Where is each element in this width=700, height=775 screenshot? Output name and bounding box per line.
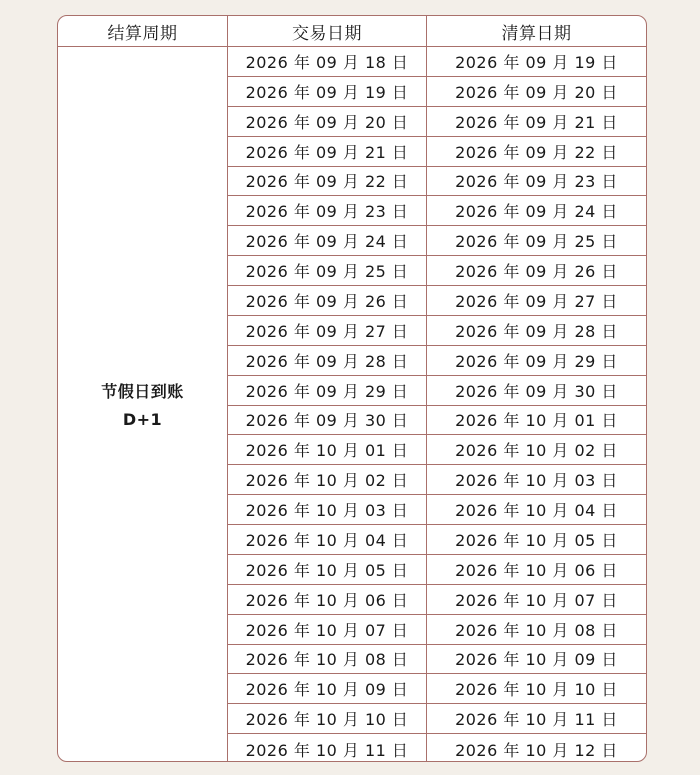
header-settlement-cycle: 结算周期 xyxy=(58,16,228,47)
clear-date-cell: 2026 年 09 月 26 日 xyxy=(427,256,646,286)
clear-date-cell: 2026 年 09 月 25 日 xyxy=(427,226,646,256)
clear-date-cell: 2026 年 09 月 19 日 xyxy=(427,47,646,77)
clear-date-cell: 2026 年 10 月 04 日 xyxy=(427,495,646,525)
clear-date-cell: 2026 年 09 月 21 日 xyxy=(427,107,646,137)
trade-date-cell: 2026 年 09 月 27 日 xyxy=(228,316,427,346)
clear-date-cell: 2026 年 10 月 05 日 xyxy=(427,525,646,555)
clear-date-cell: 2026 年 09 月 22 日 xyxy=(427,137,646,167)
settlement-cycle-cell xyxy=(58,47,228,762)
trade-date-cell: 2026 年 10 月 10 日 xyxy=(228,704,427,734)
settlement-label: 节假日到账 xyxy=(101,381,184,401)
trade-date-cell: 2026 年 09 月 24 日 xyxy=(228,226,427,256)
trade-date-cell: 2026 年 09 月 23 日 xyxy=(228,196,427,226)
trade-date-cell: 2026 年 10 月 07 日 xyxy=(228,615,427,645)
clear-date-cell: 2026 年 09 月 29 日 xyxy=(427,346,646,376)
clear-date-cell: 2026 年 10 月 08 日 xyxy=(427,615,646,645)
trade-date-cell: 2026 年 09 月 30 日 xyxy=(228,406,427,436)
trade-date-cell: 2026 年 09 月 29 日 xyxy=(228,376,427,406)
clear-date-cell: 2026 年 09 月 28 日 xyxy=(427,316,646,346)
trade-date-cell: 2026 年 10 月 04 日 xyxy=(228,525,427,555)
clear-date-cell: 2026 年 10 月 02 日 xyxy=(427,435,646,465)
clear-date-cell: 2026 年 09 月 27 日 xyxy=(427,286,646,316)
trade-date-cell: 2026 年 10 月 03 日 xyxy=(228,495,427,525)
trade-date-cell: 2026 年 09 月 26 日 xyxy=(228,286,427,316)
settlement-table-card xyxy=(57,15,647,762)
trade-date-cell: 2026 年 09 月 28 日 xyxy=(228,346,427,376)
trade-date-cell: 2026 年 09 月 19 日 xyxy=(228,77,427,107)
clear-date-cell: 2026 年 10 月 12 日 xyxy=(455,740,618,760)
settlement-value: D+1 xyxy=(122,409,163,429)
trade-date-cell: 2026 年 10 月 06 日 xyxy=(228,585,427,615)
clear-date-cell: 2026 年 09 月 24 日 xyxy=(427,196,646,226)
clear-date-cell: 2026 年 10 月 09 日 xyxy=(427,645,646,675)
clear-date-cell: 2026 年 09 月 23 日 xyxy=(427,167,646,197)
settlement-table xyxy=(58,16,646,761)
trade-date-cell: 2026 年 10 月 08 日 xyxy=(228,645,427,675)
clear-date-cell: 2026 年 10 月 10 日 xyxy=(427,674,646,704)
trade-date-cell: 2026 年 09 月 21 日 xyxy=(228,137,427,167)
header-clear-date: 清算日期 xyxy=(427,16,646,47)
trade-date-cell: 2026 年 09 月 22 日 xyxy=(228,167,427,197)
clear-date-cell: 2026 年 10 月 01 日 xyxy=(427,406,646,436)
clear-date-cell: 2026 年 09 月 30 日 xyxy=(427,376,646,406)
header-trade-date: 交易日期 xyxy=(228,16,427,47)
trade-date-cell: 2026 年 10 月 11 日 xyxy=(228,734,427,762)
clear-date-cell: 2026 年 10 月 07 日 xyxy=(427,585,646,615)
clear-date-cell: 2026 年 09 月 20 日 xyxy=(427,77,646,107)
trade-date-cell: 2026 年 10 月 05 日 xyxy=(228,555,427,585)
clear-date-cell: 2026 年 10 月 06 日 xyxy=(427,555,646,585)
clear-date-cell: 2026 年 10 月 03 日 xyxy=(427,465,646,495)
trade-date-cell: 2026 年 10 月 02 日 xyxy=(228,465,427,495)
trade-date-cell: 2026 年 10 月 09 日 xyxy=(228,674,427,704)
trade-date-cell: 2026 年 09 月 18 日 xyxy=(228,47,427,77)
trade-date-cell: 2026 年 09 月 20 日 xyxy=(228,107,427,137)
trade-date-cell: 2026 年 09 月 25 日 xyxy=(228,256,427,286)
clear-date-cell: 2026 年 10 月 11 日 xyxy=(427,704,646,734)
trade-date-cell: 2026 年 10 月 01 日 xyxy=(228,435,427,465)
